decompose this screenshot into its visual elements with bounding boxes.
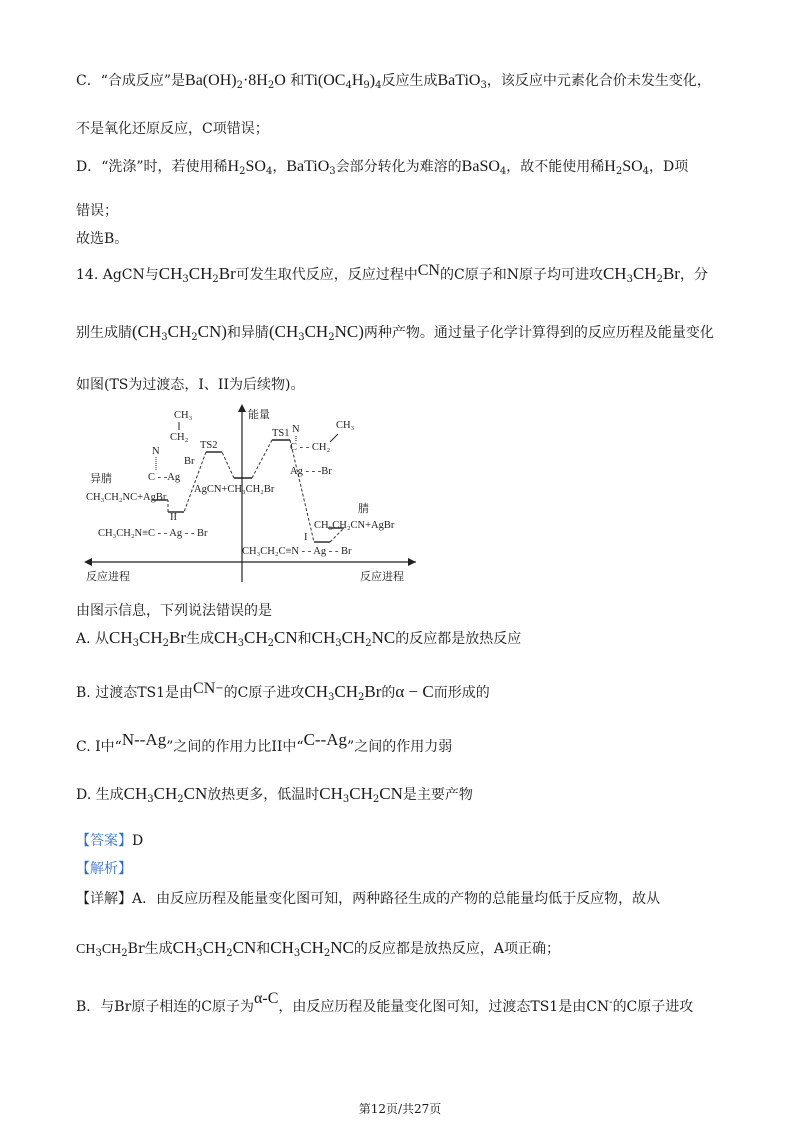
option-c[interactable]: C. I中“N--Ag”之间的作用力比II中“C--Ag”之间的作用力弱 xyxy=(76,730,453,755)
option-c-line2: 不是氧化还原反应，C项错误； xyxy=(76,121,269,137)
left-axis-arrow-icon xyxy=(84,558,92,566)
nitrile-product-label: CH₃CH₂CN+AgBr xyxy=(314,520,395,531)
detail-line1: 【详解】A．由反应历程及能量变化图可知，两种路径生成的产物的总能量均低于反应物，故从 xyxy=(76,891,661,907)
question-14-line1: 14. AgCN与$CH_3CH_2Br$可发生取代反应，反应过程中CN的C原子和N原子均可进攻$CH_3CH_2Br$，分 xyxy=(76,262,708,285)
intermediate-ii-label: II xyxy=(170,512,177,523)
option-c-line: C．“合成反应”是$Ba(OH)_2\cdot 8H_2O$ 和$Ti(OC_4H_9)_4$反应生成BaTiO$_3$，该反应中元素化合价未发生变化， xyxy=(76,72,711,91)
energy-label: 能量 xyxy=(248,408,270,421)
isonitrile-label: 异腈 xyxy=(90,472,112,485)
ts1-ag: Ag - - -Br xyxy=(290,466,332,477)
ts2-n: N xyxy=(152,446,160,457)
option-d-line: D．“洗涤”时，若使用稀$H_2SO_4$，BaTiO$_3$会部分转化为难溶的BaSO$_4$，故不能使用稀$H_2SO_4$，D项 xyxy=(76,158,689,177)
energy-diagram xyxy=(82,402,422,584)
choose-b-line: 故选B。 xyxy=(76,231,129,247)
ts1-label: TS1 xyxy=(272,428,290,439)
intermediate-i-structure: CH₃CH₂C≡N - - Ag - - Br xyxy=(242,546,352,557)
option-a[interactable]: A. 从$CH_3CH_2Br$生成$CH_3CH_2CN$和$CH_3CH_2NC$的反应都是放热反应 xyxy=(76,628,522,649)
ts2-ch3: CH₃ xyxy=(174,410,193,421)
ts2-br: Br xyxy=(184,456,195,467)
ts2-label: TS2 xyxy=(200,440,218,451)
detail-line2: $CH_3CH_2Br$生成$CH_3CH_2CN$和$CH_3CH_2NC$的反应都是放热反应，A项正确； xyxy=(76,938,561,959)
analysis-line xyxy=(76,858,132,878)
intermediate-ii-structure: CH₃CH₂N≡C - - Ag - - Br xyxy=(98,528,208,539)
option-d-line2: 错误； xyxy=(76,203,118,219)
intermediate-i-label: I xyxy=(304,532,308,543)
answer-tag: 【答案】 xyxy=(76,833,132,849)
isonitrile-product-label: CH₃CH₂NC+AgBr xyxy=(86,492,167,503)
right-axis-label: 反应进程 xyxy=(360,570,404,583)
ts1-n: N xyxy=(292,424,300,435)
ts1-c: C - - CH₂ xyxy=(290,442,331,453)
page-footer: 第12页/共27页 xyxy=(358,1102,442,1116)
left-axis-label: 反应进程 xyxy=(86,570,130,583)
nitrile-label: 腈 xyxy=(358,502,369,515)
answer-line: 【答案】D xyxy=(76,833,144,849)
analysis-tag: 【解析】 xyxy=(76,861,132,877)
ts2-c: C - -Ag xyxy=(148,472,181,483)
option-d[interactable]: D. 生成$CH_3CH_2CN$放热更多，低温时$CH_3CH_2CN$是主要产物 xyxy=(76,784,473,805)
right-axis-arrow-icon xyxy=(408,558,416,566)
ts2-ch2: CH₂ xyxy=(170,432,189,443)
reactants-label: AgCN+CH₃CH₂Br xyxy=(194,484,275,495)
ts1-ch3: CH₃ xyxy=(336,420,355,431)
question-prompt: 由图示信息，下列说法错误的是 xyxy=(76,603,272,619)
energy-axis-arrow-icon xyxy=(238,404,246,412)
option-b[interactable]: B. 过渡态TS1是由CN−的C原子进攻$CH_3CH_2Br$的α − C而形成的 xyxy=(76,680,490,703)
question-14-line2: 别生成腈$(CH_3CH_2CN)$和异腈$(CH_3CH_2NC)$两种产物。通过量子化学计算得到的反应历程及能量变化 xyxy=(76,322,714,343)
question-14-line3: 如图(TS为过渡态，I、II为后续物)。 xyxy=(76,377,305,393)
detail-line3: B．与Br原子相连的C原子为α-C，由反应历程及能量变化图可知，过渡态TS1是由CN-的C原子进攻 xyxy=(76,990,694,1015)
